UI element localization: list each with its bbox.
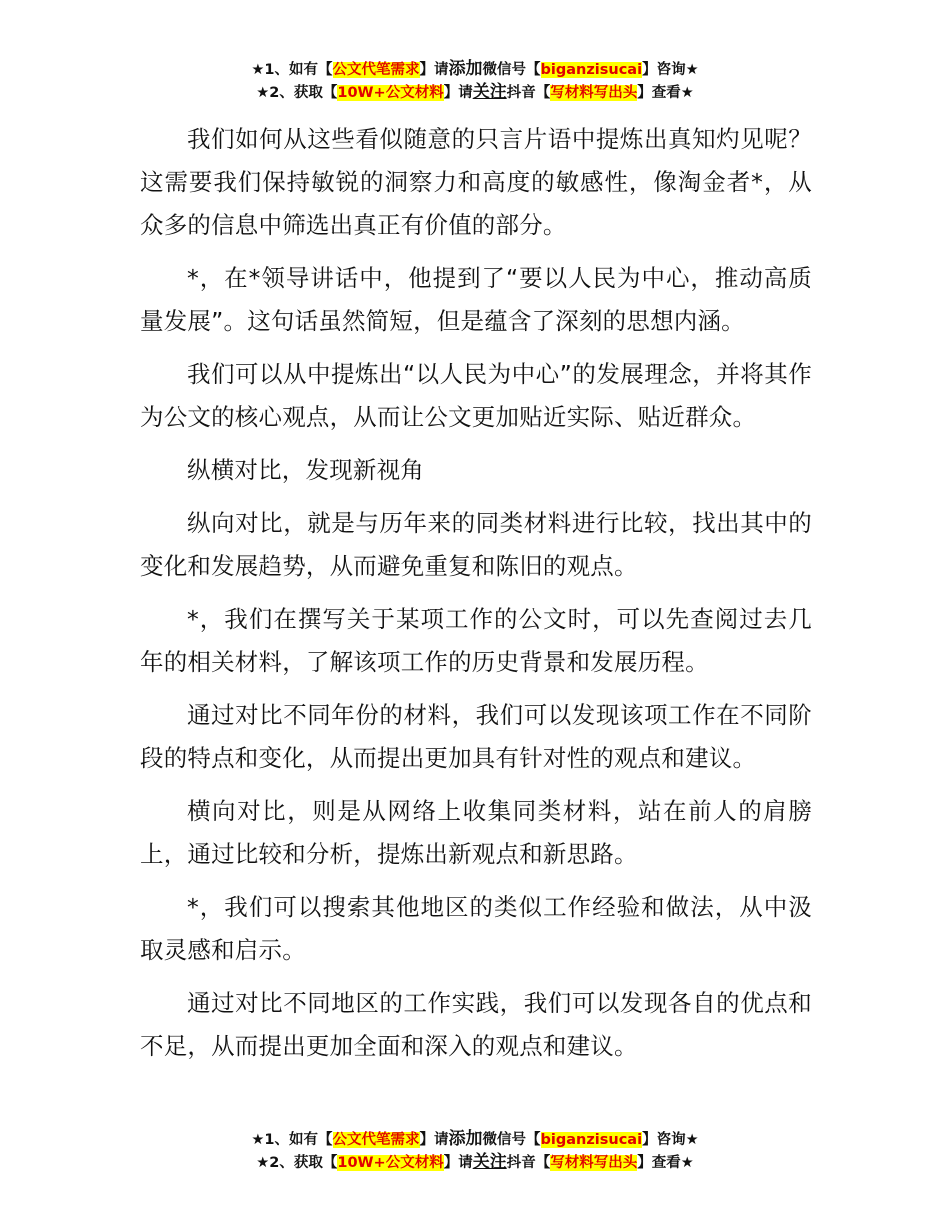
- footer-banner: [0, 1128, 950, 1174]
- highlight-douyin-account: 写材料写出头: [550, 1155, 638, 1171]
- section-heading: 纵横对比，发现新视角: [187, 456, 424, 484]
- highlight-wechat-id: biganzisucai: [540, 62, 643, 78]
- banner-text: ★2、获取【: [256, 1155, 338, 1171]
- paragraph: 通过对比不同年份的材料，我们可以发现该项工作在不同阶段的特点和变化，从而提出更加具有针对性的观点和建议。: [140, 701, 812, 772]
- paragraph: 横向对比，则是从网络上收集同类材料，站在前人的肩膀上，通过比较和分析，提炼出新观点和新思路。: [140, 797, 812, 868]
- banner-line-2: [0, 1151, 950, 1174]
- banner-emphasis: 关注: [472, 82, 507, 102]
- banner-text: 微信号【: [482, 1132, 541, 1148]
- banner-text: ★2、获取【: [256, 85, 338, 101]
- document-body: [140, 118, 812, 1078]
- paragraph: 通过对比不同地区的工作实践，我们可以发现各自的优点和不足，从而提出更加全面和深入的观点和建议。: [140, 989, 812, 1060]
- banner-text: 】请: [443, 85, 473, 101]
- banner-text: ★1、如有【: [251, 1132, 333, 1148]
- paragraph: *，在*领导讲话中，他提到了“要以人民为中心，推动高质量发展”。这句话虽然简短，但是蕴含了深刻的思想内涵。: [140, 264, 812, 335]
- paragraph: 纵向对比，就是与历年来的同类材料进行比较，找出其中的变化和发展趋势，从而避免重复和陈旧的观点。: [140, 509, 812, 580]
- banner-text: 】请: [443, 1155, 473, 1171]
- paragraph: *，我们在撰写关于某项工作的公文时，可以先查阅过去几年的相关材料，了解该项工作的历史背景和发展历程。: [140, 605, 812, 676]
- banner-emphasis: 添加: [448, 1129, 483, 1149]
- banner-line-2: [0, 81, 950, 104]
- banner-line-1: [0, 58, 950, 81]
- banner-line-1: [0, 1128, 950, 1151]
- banner-text: 抖音【: [506, 85, 551, 101]
- banner-text: 】咨询★: [642, 1132, 699, 1148]
- highlight-douyin-account: 写材料写出头: [550, 85, 638, 101]
- banner-text: 】请: [419, 62, 449, 78]
- highlight-service: 公文代笔需求: [332, 62, 420, 78]
- highlight-materials: 10W+公文材料: [337, 1155, 444, 1171]
- banner-text: 】查看★: [637, 85, 694, 101]
- paragraph: 我们可以从中提炼出“以人民为中心”的发展理念，并将其作为公文的核心观点，从而让公文更加贴近实际、贴近群众。: [140, 360, 812, 431]
- paragraph: *，我们可以搜索其他地区的类似工作经验和做法，从中汲取灵感和启示。: [140, 893, 812, 964]
- highlight-service: 公文代笔需求: [332, 1132, 420, 1148]
- highlight-wechat-id: biganzisucai: [540, 1132, 643, 1148]
- banner-text: 】咨询★: [642, 62, 699, 78]
- banner-text: 】查看★: [637, 1155, 694, 1171]
- highlight-materials: 10W+公文材料: [337, 85, 444, 101]
- banner-text: 】请: [419, 1132, 449, 1148]
- header-banner: [0, 58, 950, 104]
- banner-text: 微信号【: [482, 62, 541, 78]
- banner-emphasis: 添加: [448, 59, 483, 79]
- banner-text: ★1、如有【: [251, 62, 333, 78]
- paragraph: 我们如何从这些看似随意的只言片语中提炼出真知灼见呢？这需要我们保持敏锐的洞察力和高度的敏感性，像淘金者*，从众多的信息中筛选出真正有价值的部分。: [140, 125, 812, 239]
- banner-text: 抖音【: [506, 1155, 551, 1171]
- banner-emphasis: 关注: [472, 1152, 507, 1172]
